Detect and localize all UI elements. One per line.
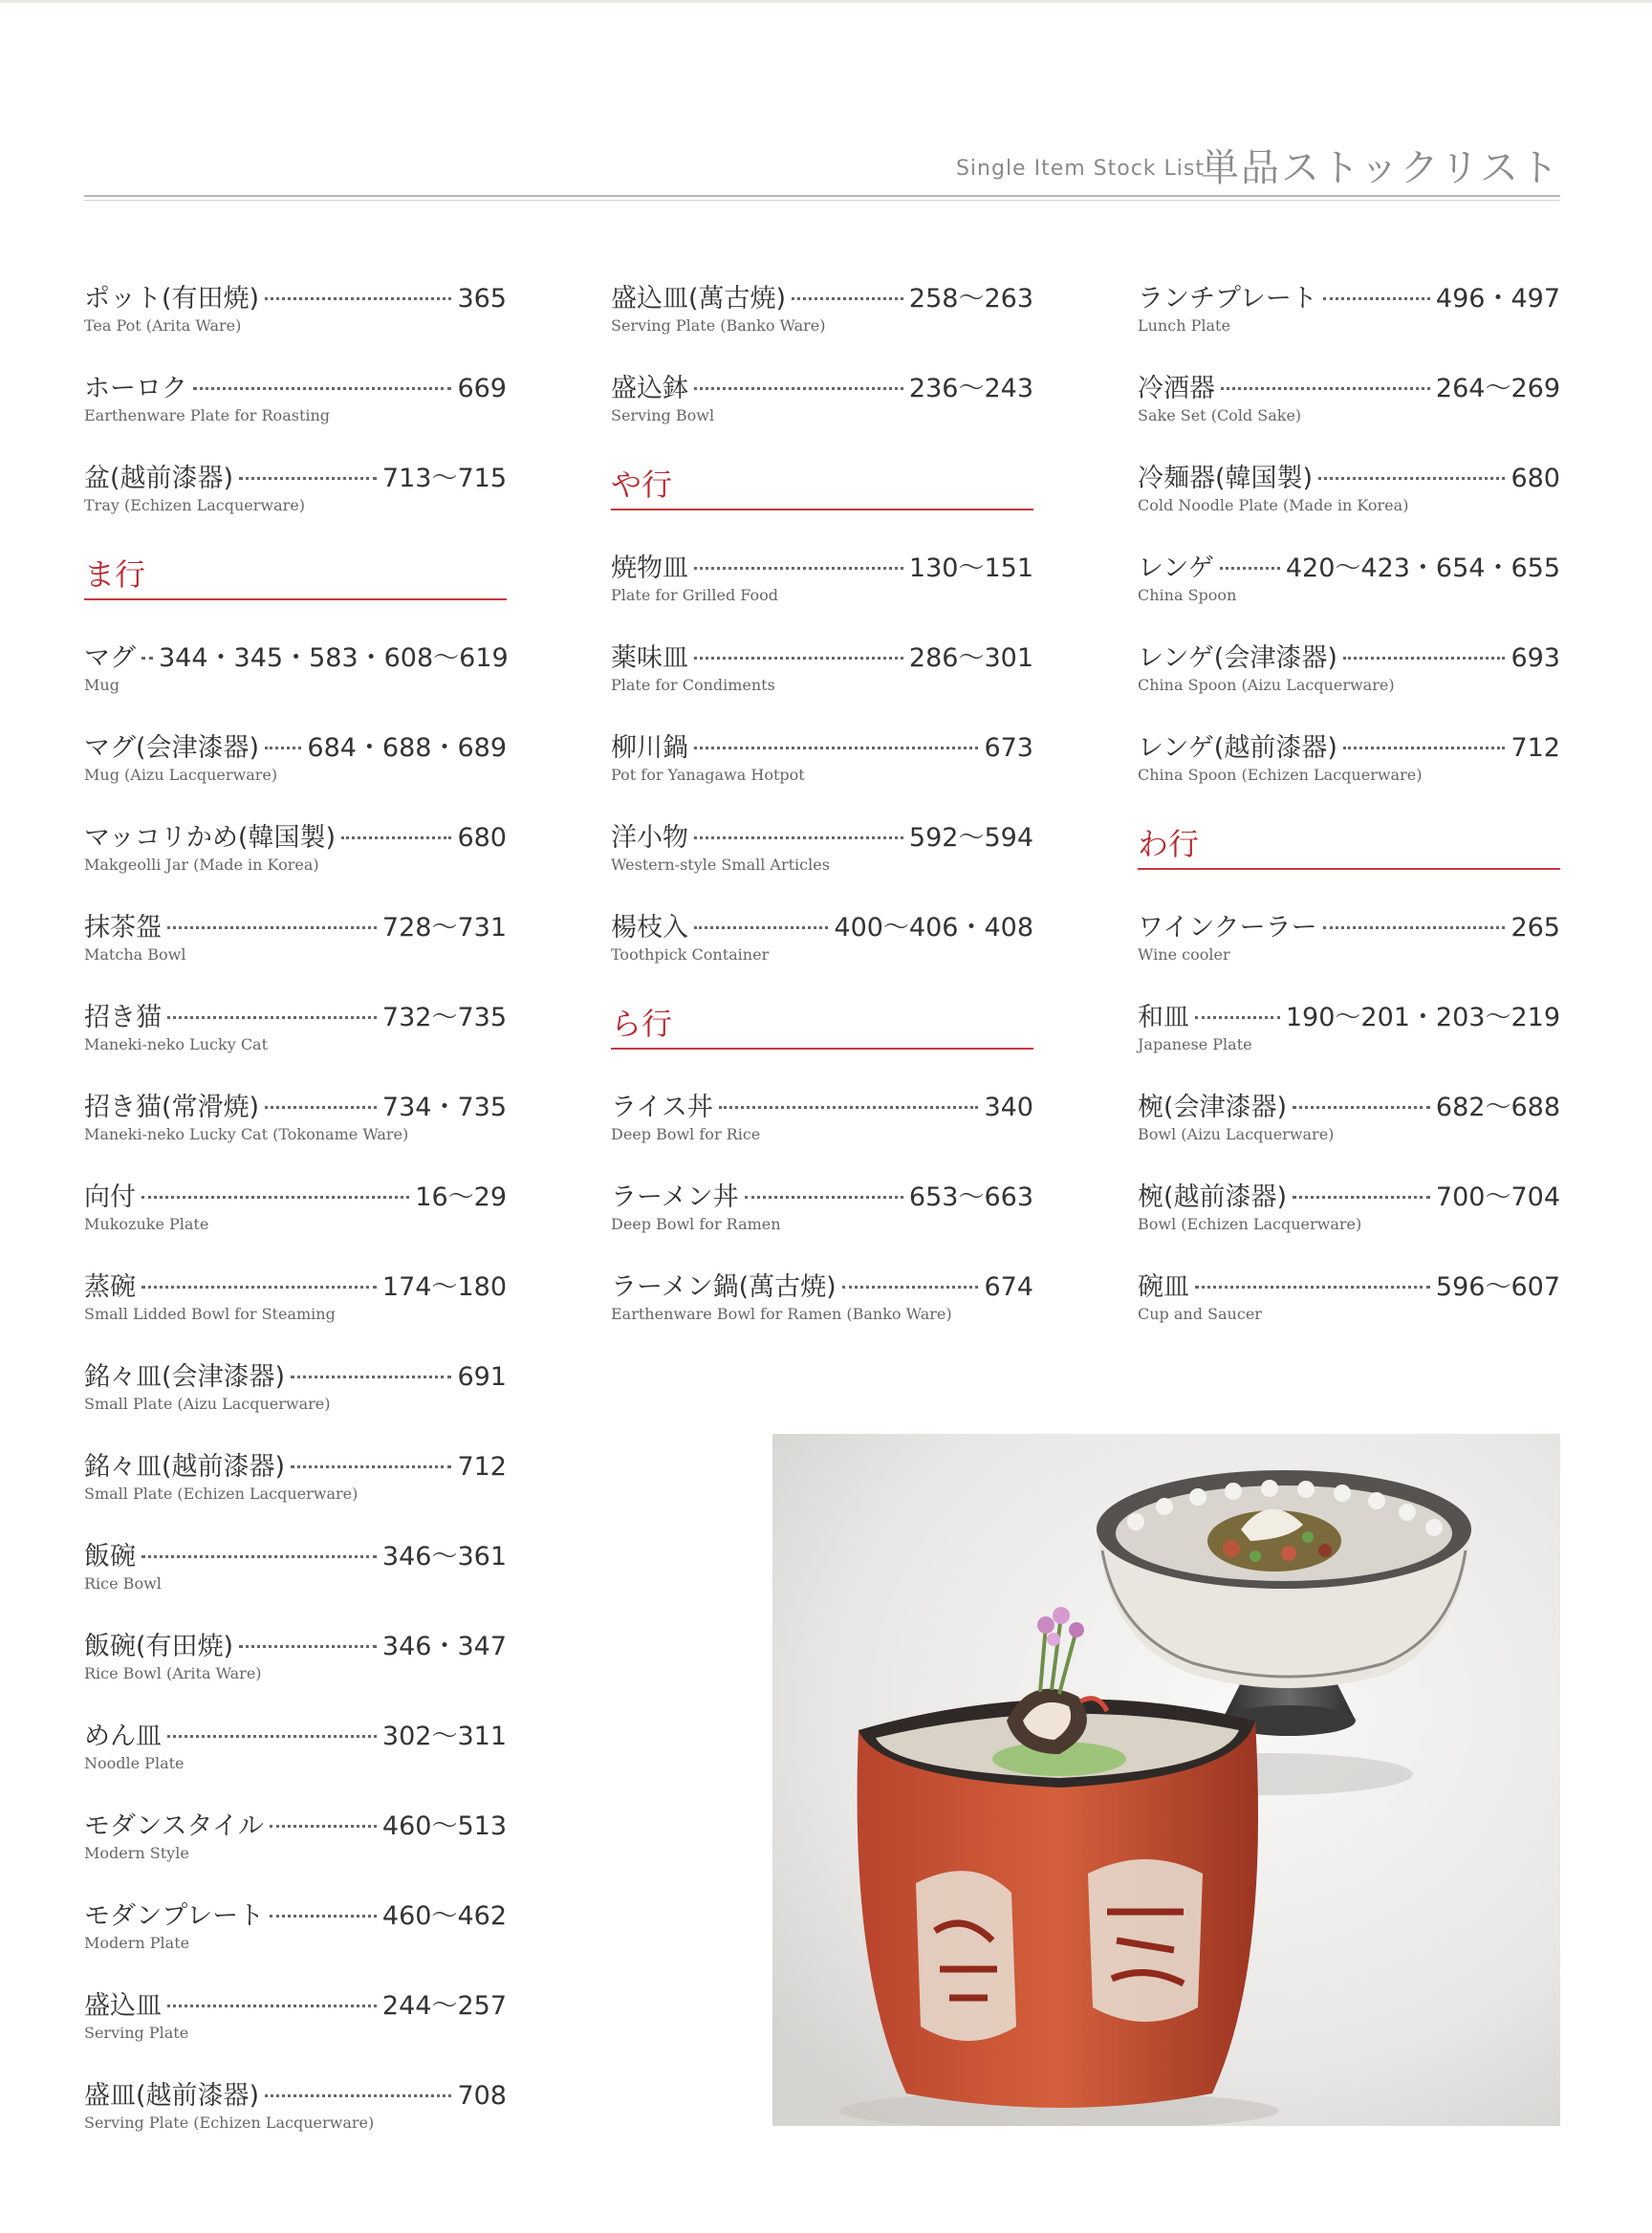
index-entry xyxy=(1138,1266,1560,1355)
item-name: 銘々皿(越前漆器) xyxy=(84,1452,286,1482)
index-entry xyxy=(84,1355,507,1445)
item-name-en: Deep Bowl for Rice xyxy=(611,1125,761,1143)
item-name: 銘々皿(会津漆器) xyxy=(84,1362,286,1392)
item-name-en: Earthenware Plate for Roasting xyxy=(84,406,331,424)
item-name-en: Bowl (Aizu Lacquerware) xyxy=(1138,1125,1335,1143)
item-pages: 680 xyxy=(1511,464,1560,493)
item-name: ポット(有田焼) xyxy=(84,284,260,314)
index-entry xyxy=(611,726,1033,816)
dot-leader xyxy=(291,1465,451,1468)
item-name-en: Wine cooler xyxy=(1138,945,1230,964)
entry-line xyxy=(611,726,1033,765)
entry-line xyxy=(84,367,507,405)
entry-line xyxy=(84,277,507,315)
item-name-en: Matcha Bowl xyxy=(84,945,186,964)
item-name-en: Mug xyxy=(84,676,120,694)
entry-line xyxy=(84,906,507,944)
item-name-en: Tray (Echizen Lacquerware) xyxy=(84,496,305,514)
item-name: レンゲ xyxy=(1138,553,1214,583)
index-entry xyxy=(611,906,1033,996)
section-heading xyxy=(611,457,1033,547)
item-name: 招き猫 xyxy=(84,1003,162,1032)
index-entry xyxy=(1138,277,1560,367)
dot-leader xyxy=(1293,1196,1430,1199)
index-entry xyxy=(84,1086,507,1176)
tableware-photo xyxy=(772,1434,1560,2126)
dot-leader xyxy=(719,1106,979,1109)
dot-leader xyxy=(1195,1286,1430,1289)
index-entry xyxy=(84,637,507,726)
index-entry xyxy=(1138,1176,1560,1266)
entry-line xyxy=(84,1984,507,2023)
index-entry xyxy=(1138,637,1560,726)
dot-leader xyxy=(167,1016,377,1019)
dot-leader xyxy=(341,836,451,839)
item-name-en: Deep Bowl for Ramen xyxy=(611,1215,781,1233)
entry-line xyxy=(84,1266,507,1304)
item-name: レンゲ(越前漆器) xyxy=(1138,733,1337,763)
dot-leader xyxy=(141,1286,377,1289)
item-name: モダンプレート xyxy=(84,1901,265,1931)
entry-line xyxy=(84,1715,507,1753)
dot-leader xyxy=(291,1376,451,1378)
index-column-2 xyxy=(611,277,1033,1355)
item-name: めん皿 xyxy=(84,1722,162,1751)
index-entry xyxy=(611,277,1033,367)
dot-leader xyxy=(167,2005,377,2007)
item-name-en: Serving Plate (Echizen Lacquerware) xyxy=(84,2114,375,2132)
item-pages: 420～423・654・655 xyxy=(1285,553,1560,583)
item-pages: 680 xyxy=(457,823,507,853)
index-entry xyxy=(611,1176,1033,1266)
entry-line xyxy=(611,906,1033,944)
entry-line xyxy=(84,816,507,855)
item-pages: 496・497 xyxy=(1435,284,1560,314)
item-pages: 346・347 xyxy=(381,1632,507,1661)
item-name: ラーメン丼 xyxy=(611,1182,739,1212)
dot-leader xyxy=(1343,747,1506,749)
dot-leader xyxy=(1220,567,1280,570)
entry-line xyxy=(84,1895,507,1933)
entry-line xyxy=(84,1625,507,1663)
dot-leader xyxy=(270,1915,377,1918)
item-name: ランチプレート xyxy=(1138,284,1317,314)
dot-leader xyxy=(694,657,903,660)
item-name: マッコリかめ(韓国製) xyxy=(84,823,336,853)
index-entry xyxy=(84,1266,507,1355)
index-entry xyxy=(84,1984,507,2074)
item-pages: 16～29 xyxy=(415,1182,507,1212)
item-name-en: China Spoon (Echizen Lacquerware) xyxy=(1138,766,1423,784)
item-pages: 693 xyxy=(1511,643,1560,673)
index-column-1 xyxy=(84,277,507,2164)
item-name-en: Maneki-neko Lucky Cat xyxy=(84,1035,269,1053)
index-entry xyxy=(84,996,507,1086)
index-entry xyxy=(84,906,507,996)
item-pages: 130～151 xyxy=(908,553,1033,583)
index-entry xyxy=(84,1445,507,1535)
item-name-en: Modern Style xyxy=(84,1844,189,1862)
item-name: 冷酒器 xyxy=(1138,374,1215,403)
entry-line xyxy=(1138,1266,1560,1304)
item-name: モダンスタイル xyxy=(84,1811,264,1841)
dot-leader xyxy=(1293,1106,1430,1109)
item-name-en: Mug (Aizu Lacquerware) xyxy=(84,766,278,784)
item-pages: 732～735 xyxy=(381,1003,507,1032)
dot-leader xyxy=(694,926,828,929)
entry-line xyxy=(1138,457,1560,495)
item-name-en: Small Lidded Bowl for Steaming xyxy=(84,1305,336,1323)
item-pages: 708 xyxy=(457,2081,507,2111)
entry-line xyxy=(611,816,1033,855)
item-name: 向付 xyxy=(84,1182,136,1212)
index-entry xyxy=(84,1805,507,1895)
index-entry xyxy=(84,2074,507,2164)
item-pages: 286～301 xyxy=(908,643,1033,673)
index-entry xyxy=(84,1535,507,1625)
section-heading xyxy=(84,547,507,637)
item-name: 盆(越前漆器) xyxy=(84,464,234,493)
item-pages: 236～243 xyxy=(908,374,1033,403)
dot-leader xyxy=(167,926,377,929)
item-name-en: Earthenware Bowl for Ramen (Banko Ware) xyxy=(611,1305,952,1323)
item-name-en: Sake Set (Cold Sake) xyxy=(1138,406,1302,424)
dot-leader xyxy=(1343,657,1506,660)
entry-line xyxy=(1138,547,1560,585)
section-title: わ行 xyxy=(1138,826,1200,862)
index-entry xyxy=(84,277,507,367)
entry-line xyxy=(1138,906,1560,944)
item-name: 洋小物 xyxy=(611,823,688,853)
index-entry xyxy=(84,1176,507,1266)
item-pages: 712 xyxy=(1511,733,1560,763)
dot-leader xyxy=(842,1286,979,1289)
item-name-en: Serving Bowl xyxy=(611,406,715,424)
dot-leader xyxy=(141,1196,409,1199)
index-entry xyxy=(1138,547,1560,637)
item-name: 薬味皿 xyxy=(611,643,688,673)
item-name-en: Pot for Yanagawa Hotpot xyxy=(611,766,805,784)
entry-line xyxy=(1138,637,1560,675)
index-entry xyxy=(1138,726,1560,816)
section-heading xyxy=(611,996,1033,1086)
item-name: 招き猫(常滑焼) xyxy=(84,1093,260,1122)
entry-line xyxy=(1138,277,1560,315)
index-entry xyxy=(84,1625,507,1715)
index-entry xyxy=(84,1895,507,1984)
index-entry xyxy=(611,547,1033,637)
item-name: 碗皿 xyxy=(1138,1272,1189,1302)
item-name-en: Noodle Plate xyxy=(84,1754,185,1772)
item-name-en: Serving Plate (Banko Ware) xyxy=(611,316,826,335)
item-name-en: Japanese Plate xyxy=(1138,1035,1252,1053)
item-pages: 653～663 xyxy=(908,1182,1033,1212)
section-rule xyxy=(1138,868,1560,870)
item-name-en: Small Plate (Aizu Lacquerware) xyxy=(84,1395,331,1413)
dot-leader xyxy=(1323,297,1430,300)
page-header xyxy=(84,134,1560,208)
item-pages: 460～513 xyxy=(381,1811,507,1841)
index-entry xyxy=(611,1086,1033,1176)
entry-line xyxy=(84,637,507,675)
dot-leader xyxy=(1221,387,1430,390)
item-name: マグ xyxy=(84,643,136,673)
section-title: や行 xyxy=(611,466,673,503)
section-title: ま行 xyxy=(84,556,146,593)
item-pages: 712 xyxy=(457,1452,507,1482)
item-pages: 244～257 xyxy=(381,1991,507,2021)
top-edge-rule xyxy=(0,0,1652,3)
item-name-en: Small Plate (Echizen Lacquerware) xyxy=(84,1485,359,1503)
item-pages: 596～607 xyxy=(1435,1272,1560,1302)
item-name-en: Bowl (Echizen Lacquerware) xyxy=(1138,1215,1362,1233)
entry-line xyxy=(611,277,1033,315)
item-pages: 700～704 xyxy=(1435,1182,1560,1212)
dot-leader xyxy=(141,657,153,660)
dot-leader xyxy=(792,297,903,300)
entry-line xyxy=(84,1805,507,1843)
dot-leader xyxy=(193,387,451,390)
item-name-en: Modern Plate xyxy=(84,1934,190,1952)
item-name: 盛皿(越前漆器) xyxy=(84,2081,260,2111)
item-pages: 340 xyxy=(984,1093,1033,1122)
section-rule xyxy=(611,509,1033,510)
item-name-en: Tea Pot (Arita Ware) xyxy=(84,316,242,335)
item-name: 椀(会津漆器) xyxy=(1138,1093,1288,1122)
entry-line xyxy=(1138,367,1560,405)
index-entry xyxy=(1138,1086,1560,1176)
item-name-en: Mukozuke Plate xyxy=(84,1215,209,1233)
dot-leader xyxy=(265,747,301,749)
entry-line xyxy=(1138,1176,1560,1214)
entry-line xyxy=(611,637,1033,675)
index-entry xyxy=(611,816,1033,906)
index-entry xyxy=(1138,457,1560,547)
dot-leader xyxy=(239,1645,377,1648)
item-pages: 691 xyxy=(457,1362,507,1392)
item-pages: 265 xyxy=(1511,913,1560,943)
header-title-ja: 単品ストックリスト xyxy=(1201,146,1560,190)
item-name: 和皿 xyxy=(1138,1003,1189,1032)
entry-line xyxy=(84,1176,507,1214)
dot-leader xyxy=(1318,477,1505,480)
item-pages: 682～688 xyxy=(1435,1093,1560,1122)
item-name: 盛込皿 xyxy=(84,1991,162,2021)
entry-line xyxy=(611,1086,1033,1124)
index-entry xyxy=(611,367,1033,457)
item-pages: 174～180 xyxy=(381,1272,507,1302)
dot-leader xyxy=(1195,1016,1280,1019)
item-pages: 190～201・203～219 xyxy=(1285,1003,1560,1032)
item-name-en: Lunch Plate xyxy=(1138,316,1230,335)
item-name-en: Makgeolli Jar (Made in Korea) xyxy=(84,856,319,874)
item-name-en: Plate for Condiments xyxy=(611,676,775,694)
item-name-en: Maneki-neko Lucky Cat (Tokoname Ware) xyxy=(84,1125,409,1143)
item-name: 椀(越前漆器) xyxy=(1138,1182,1288,1212)
entry-line xyxy=(611,1176,1033,1214)
entry-line xyxy=(84,1535,507,1573)
index-entry xyxy=(611,1266,1033,1355)
item-name-en: Toothpick Container xyxy=(611,945,770,964)
item-name: 焼物皿 xyxy=(611,553,688,583)
entry-line xyxy=(1138,1086,1560,1124)
entry-line xyxy=(84,457,507,495)
index-entry xyxy=(84,816,507,906)
item-name: ライス丼 xyxy=(611,1093,713,1122)
entry-line xyxy=(611,367,1033,405)
item-name: 飯碗 xyxy=(84,1542,136,1572)
entry-line xyxy=(611,547,1033,585)
dot-leader xyxy=(694,387,903,390)
item-pages: 669 xyxy=(457,374,507,403)
item-name-en: Plate for Grilled Food xyxy=(611,586,779,604)
item-pages: 713～715 xyxy=(381,464,507,493)
header-rule xyxy=(84,195,1560,197)
item-pages: 460～462 xyxy=(381,1901,507,1931)
item-pages: 684・688・689 xyxy=(307,733,507,763)
dot-leader xyxy=(239,477,377,480)
entry-line xyxy=(84,1355,507,1394)
dot-leader xyxy=(167,1735,377,1738)
index-entry xyxy=(84,457,507,547)
section-heading xyxy=(1138,816,1560,906)
item-pages: 592～594 xyxy=(908,823,1033,853)
item-name: 柳川鍋 xyxy=(611,733,688,763)
index-entry xyxy=(84,726,507,816)
item-name: 抹茶盌 xyxy=(84,913,162,943)
entry-line xyxy=(611,1266,1033,1304)
dot-leader xyxy=(745,1196,903,1199)
index-entry xyxy=(1138,367,1560,457)
item-name: 蒸碗 xyxy=(84,1272,136,1302)
section-title: ら行 xyxy=(611,1006,673,1042)
entry-line xyxy=(1138,996,1560,1034)
item-name: 盛込皿(萬古焼) xyxy=(611,284,787,314)
entry-line xyxy=(1138,726,1560,765)
item-pages: 400～406・408 xyxy=(834,913,1033,943)
item-name: 楊枝入 xyxy=(611,913,688,943)
item-name-en: China Spoon (Aizu Lacquerware) xyxy=(1138,676,1395,694)
item-name-en: Rice Bowl xyxy=(84,1574,162,1593)
dot-leader xyxy=(270,1825,377,1828)
item-name-en: Rice Bowl (Arita Ware) xyxy=(84,1664,262,1682)
entry-line xyxy=(84,1086,507,1124)
item-pages: 264～269 xyxy=(1435,374,1560,403)
item-pages: 734・735 xyxy=(381,1093,507,1122)
dot-leader xyxy=(141,1555,377,1558)
item-name: マグ(会津漆器) xyxy=(84,733,260,763)
entry-line xyxy=(84,726,507,765)
item-pages: 258～263 xyxy=(908,284,1033,314)
dot-leader xyxy=(694,567,903,570)
entry-line xyxy=(84,2074,507,2113)
index-column-3 xyxy=(1138,277,1560,1355)
index-entry xyxy=(611,637,1033,726)
section-rule xyxy=(84,598,507,600)
item-name: ラーメン鍋(萬古焼) xyxy=(611,1272,837,1302)
section-rule xyxy=(611,1048,1033,1050)
item-name-en: China Spoon xyxy=(1138,586,1237,604)
item-name: ホーロク xyxy=(84,374,187,403)
item-name: ワインクーラー xyxy=(1138,913,1317,943)
dot-leader xyxy=(265,1106,377,1109)
dot-leader xyxy=(694,836,903,839)
entry-line xyxy=(84,1445,507,1484)
item-name: 冷麺器(韓国製) xyxy=(1138,464,1314,493)
item-pages: 344・345・583・608～619 xyxy=(159,643,509,673)
item-pages: 673 xyxy=(984,733,1033,763)
header-title-en: Single Item Stock List xyxy=(955,157,1205,181)
dot-leader xyxy=(265,2094,451,2097)
item-pages: 728～731 xyxy=(381,913,507,943)
dot-leader xyxy=(694,747,978,749)
item-name: 飯碗(有田焼) xyxy=(84,1632,234,1661)
item-name: 盛込鉢 xyxy=(611,374,688,403)
item-pages: 365 xyxy=(457,284,507,314)
index-entry xyxy=(1138,906,1560,996)
index-entry xyxy=(1138,996,1560,1086)
item-pages: 346～361 xyxy=(381,1542,507,1572)
index-entry xyxy=(84,367,507,457)
item-name: レンゲ(会津漆器) xyxy=(1138,643,1337,673)
entry-line xyxy=(84,996,507,1034)
item-name-en: Cup and Saucer xyxy=(1138,1305,1262,1323)
dot-leader xyxy=(1323,926,1506,929)
item-name-en: Serving Plate xyxy=(84,2024,189,2042)
bowls-illustration xyxy=(772,1434,1560,2126)
header-rule-thin xyxy=(84,200,1560,201)
item-name-en: Western-style Small Articles xyxy=(611,856,830,874)
index-entry xyxy=(84,1715,507,1805)
dot-leader xyxy=(265,297,451,300)
item-name-en: Cold Noodle Plate (Made in Korea) xyxy=(1138,496,1409,514)
item-pages: 674 xyxy=(984,1272,1033,1302)
item-pages: 302～311 xyxy=(381,1722,507,1751)
